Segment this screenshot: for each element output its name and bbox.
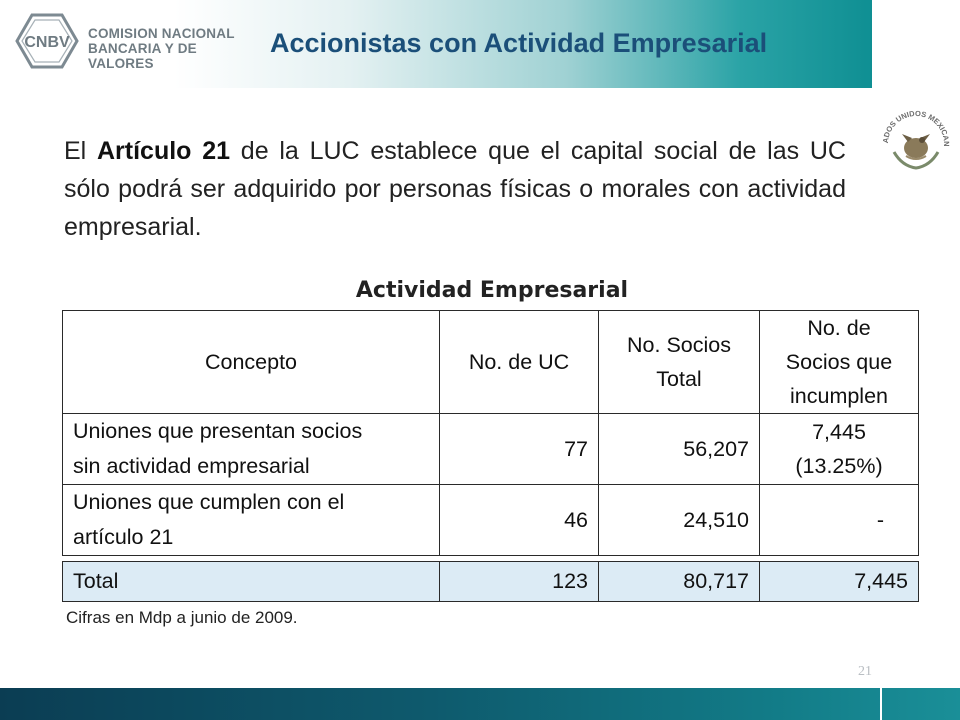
- row1-incumplen-percent: (13.25%): [795, 454, 883, 478]
- row2-concepto-line-1: Uniones que cumplen con el: [73, 490, 345, 514]
- row1-concepto-line-1: Uniones que presentan socios: [73, 419, 363, 443]
- logo-line-1: COMISION NACIONAL: [88, 26, 235, 41]
- total-no-uc: 123: [440, 562, 599, 602]
- table-title: Actividad Empresarial: [355, 278, 629, 303]
- page-title: Accionistas con Actividad Empresarial: [270, 28, 768, 58]
- mexico-seal: [872, 96, 960, 184]
- cnbv-logo-icon: [14, 12, 80, 70]
- article-reference: Artículo 21: [97, 137, 231, 165]
- footer-band: [0, 688, 960, 720]
- totals-table: [62, 561, 919, 602]
- table-row: [63, 485, 919, 556]
- row1-concepto-line-2: sin actividad empresarial: [73, 454, 310, 478]
- source-note: Cifras en Mdp a junio de 2009.: [66, 608, 298, 627]
- row2-incumplen: -: [760, 485, 919, 556]
- para-prefix: El: [64, 137, 97, 165]
- header-incumplen-line-3: incumplen: [790, 384, 888, 408]
- row1-concepto: [63, 414, 440, 485]
- header-incumplen-line-1: No. de: [807, 316, 871, 340]
- logo-line-2: BANCARIA Y DE VALORES: [88, 41, 197, 71]
- row2-socios-total: 24,510: [599, 485, 760, 556]
- total-label: Total: [63, 562, 440, 602]
- row1-incumplen: [760, 414, 919, 485]
- header-incumplen: [760, 311, 919, 414]
- activity-table: [62, 310, 919, 556]
- header-concepto: Concepto: [63, 311, 440, 414]
- para-suffix: de la LUC establece que el capital social de las UC sólo podrá ser adquirido por personas físicas o morales con actividad empresarial.: [64, 137, 846, 241]
- header-no-uc: No. de UC: [440, 311, 599, 414]
- total-incumplen: 7,445: [760, 562, 919, 602]
- row2-no-uc: 46: [440, 485, 599, 556]
- footer-separator: [880, 688, 882, 720]
- header-socios-total: [599, 311, 760, 414]
- logo-acronym: CNBV: [24, 34, 70, 51]
- row2-concepto: [63, 485, 440, 556]
- total-socios-total: 80,717: [599, 562, 760, 602]
- table-row: [63, 414, 919, 485]
- intro-paragraph: [64, 132, 846, 246]
- row1-no-uc: 77: [440, 414, 599, 485]
- page-number: 21: [858, 664, 872, 679]
- logo-text: [88, 26, 264, 71]
- table-header-row: [63, 311, 919, 414]
- seal-text: ADOS UNIDOS MEXICAN: [880, 108, 952, 147]
- header-socios-total-line-2: Total: [656, 367, 702, 391]
- row1-incumplen-value: 7,445: [812, 420, 866, 444]
- total-row: [63, 562, 919, 602]
- eagle-seal-icon: [872, 96, 960, 184]
- cnbv-logo: [14, 12, 264, 70]
- header-socios-total-line-1: No. Socios: [627, 333, 731, 357]
- row2-concepto-line-2: artículo 21: [73, 525, 174, 549]
- row1-socios-total: 56,207: [599, 414, 760, 485]
- header-incumplen-line-2: Socios que: [785, 350, 893, 374]
